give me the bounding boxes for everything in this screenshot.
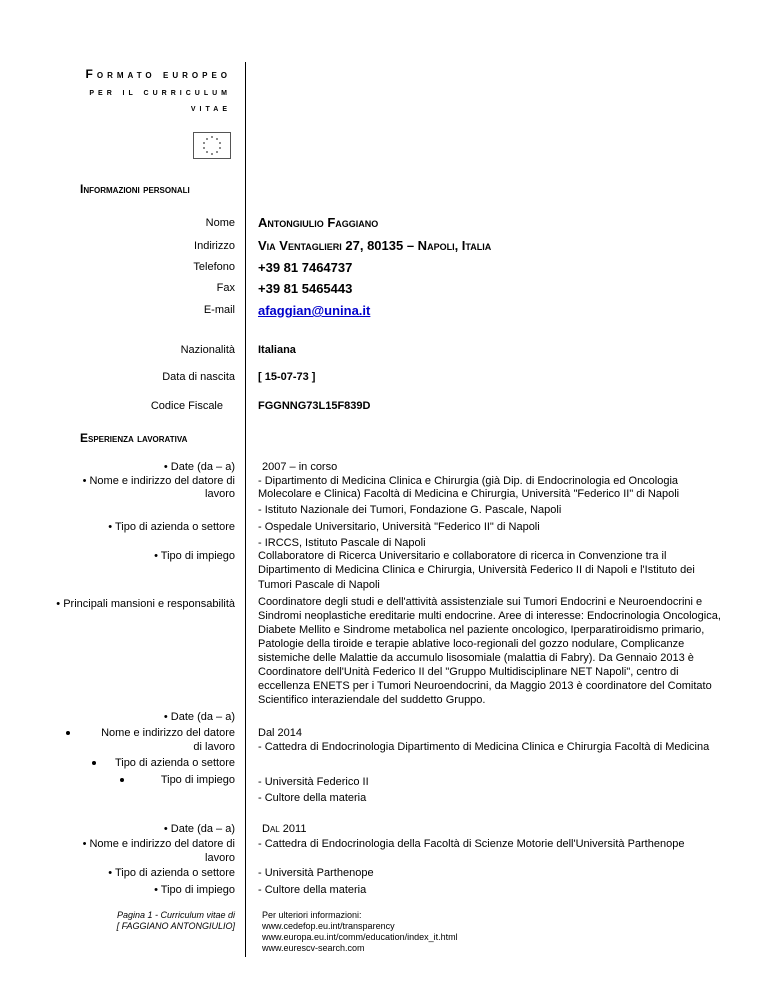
job1-type-2: Dipartimento di Medicina Clinica e Chirurgia, Università Federico II di Napoli e l'Istituto dei (258, 564, 695, 576)
bullet-icon (120, 778, 124, 782)
nascita-label: Data di nascita (162, 371, 235, 383)
job1-sector-2: - IRCCS, Istituto Pascale di Napoli (258, 537, 426, 549)
telefono-label: Telefono (193, 261, 235, 273)
job1-type-3: Tumori Pascale di Napoli (258, 579, 380, 591)
job2-sector-value: - Università Federico II (258, 776, 369, 788)
job1-duties-label: • Principali mansioni e responsabilità (56, 598, 235, 610)
job1-employer-label-2: lavoro (205, 488, 235, 500)
job1-duties-8: Scientifico interaziendale del suddetto Gruppo. (258, 694, 486, 706)
job3-sector-value: - Università Parthenope (258, 867, 374, 879)
email-link[interactable]: afaggian@unina.it (258, 303, 371, 318)
nazionalita-label: Nazionalità (180, 344, 235, 356)
section-personal-info: Informazioni personali (80, 182, 190, 196)
job1-duties-6: Coordinatore dell'Unità Federico II del "Gruppo Multidisciplinare NET Napoli", centro di (258, 666, 679, 678)
bullet-icon (66, 731, 70, 735)
job2-employer-value: - Cattedra di Endocrinologia Dipartimento di Medicina Clinica e Chirurgia Facoltà di Medicina (258, 741, 710, 753)
telefono-value: +39 81 7464737 (258, 260, 353, 275)
footer-link-cedefop[interactable]: www.cedefop.eu.int/transparency (262, 921, 395, 931)
job1-employer-2: Molecolare e Clinica) Facoltà di Medicina e Chirurgia, Università "Federico II" di Napoli (258, 488, 680, 500)
column-divider (245, 62, 246, 957)
bullet-icon (92, 761, 96, 765)
job3-type-value: - Cultore della materia (258, 884, 367, 896)
job3-date-label: • Date (da – a) (163, 823, 235, 835)
job1-duties-7: eccellenza ENETS per i Tumori Neuroendocrini, da Maggio 2013 è coordinatore del Comitato (258, 680, 712, 692)
fax-label: Fax (216, 282, 235, 294)
job1-sector-label: • Tipo di azienda o settore (108, 521, 235, 533)
job1-duties-5: sistemiche delle Malattie da accumulo lisosomiale (malattia di Fabry). Da Gennaio 2013 è (258, 652, 694, 664)
job1-employer-3: - Istituto Nazionale dei Tumori, Fondazione G. Pascale, Napoli (258, 504, 562, 516)
footer-page-line2: [ FAGGIANO ANTONGIULIO] (116, 921, 235, 931)
job2-type-value: - Cultore della materia (258, 792, 367, 804)
email-value-wrap (258, 303, 370, 319)
job2-employer-label-1: Nome e indirizzo del datore (101, 727, 235, 739)
job2-type-label: Tipo di impiego (160, 774, 235, 786)
footer-info-heading: Per ulteriori informazioni: (262, 910, 362, 920)
job3-employer-value: - Cattedra di Endocrinologia della Facoltà di Scienze Motorie dell'Università Parthenope (258, 838, 685, 850)
indirizzo-label: Indirizzo (194, 240, 235, 252)
nazionalita-value: Italiana (258, 344, 296, 356)
job1-type-label: • Tipo di impiego (154, 550, 235, 562)
job2-date-value: Dal 2014 (258, 727, 303, 739)
email-label: E-mail (203, 304, 235, 316)
job2-date-label: • Date (da – a) (163, 711, 235, 723)
job3-sector-label: • Tipo di azienda o settore (108, 867, 235, 879)
job2-employer-label-2: di lavoro (193, 741, 235, 753)
footer-link-eurescv[interactable]: www.eurescv-search.com (262, 943, 365, 953)
job2-sector-label: Tipo di azienda o settore (114, 757, 235, 769)
job1-type-1: Collaboratore di Ricerca Universitario e collaboratore di ricerca in Convenzione tra il (258, 550, 667, 562)
job3-employer-label-2: lavoro (205, 852, 235, 864)
job3-employer-label-1: • Nome e indirizzo del datore di (82, 838, 235, 850)
job1-date-value: 2007 – in corso (262, 461, 338, 473)
job3-type-label: • Tipo di impiego (154, 884, 235, 896)
job3-date-value: Dal 2011 (262, 823, 307, 835)
cf-value: FGGNNG73L15F839D (258, 400, 371, 412)
nome-label: Nome (205, 217, 235, 229)
cv-title-line1: Formato europeo (85, 67, 231, 81)
footer-link-europa[interactable]: www.europa.eu.int/comm/education/index_it.html (262, 932, 458, 942)
section-experience: Esperienza lavorativa (80, 431, 188, 445)
fax-value: +39 81 5465443 (258, 281, 353, 296)
job1-employer-1: - Dipartimento di Medicina Clinica e Chirurgia (già Dip. di Endocrinologia ed Oncologia (258, 475, 679, 487)
indirizzo-value: Via Ventaglieri 27, 80135 – Napoli, Italia (258, 238, 492, 253)
eu-flag-icon (193, 132, 231, 159)
nascita-value: [ 15-07-73 ] (258, 371, 316, 383)
job1-duties-3: Diabete Mellito e Sindrome metabolica nel paziente oncologico, Iperparatiroidismo primario, (258, 624, 705, 636)
cv-title-line3: vitae (190, 103, 231, 114)
job1-duties-2: Sindromi neoplastiche ereditarie multi endocrine. Aree di interesse: Endocrinologia Oncologica, (258, 610, 721, 622)
footer-page-line1: Pagina 1 - Curriculum vitae di (116, 910, 235, 920)
job1-date-label: • Date (da – a) (163, 461, 235, 473)
cf-label: Codice Fiscale (150, 400, 223, 412)
nome-value: Antongiulio Faggiano (258, 215, 379, 230)
job1-employer-label-1: • Nome e indirizzo del datore di (82, 475, 235, 487)
job1-duties-4: Patologie della tiroide e terapie ablative loco-regionali del gozzo nodulare, Complicanze (258, 638, 685, 650)
cv-title-line2: per il curriculum (89, 87, 231, 98)
footer-links (262, 910, 458, 954)
footer-page-info (117, 910, 235, 932)
job1-sector-1: - Ospedale Universitario, Università "Federico II" di Napoli (258, 521, 540, 533)
job1-duties-1: Coordinatore degli studi e dell'attività assistenziale sui Tumori Endocrini e Neuroendocrini e (258, 596, 703, 608)
